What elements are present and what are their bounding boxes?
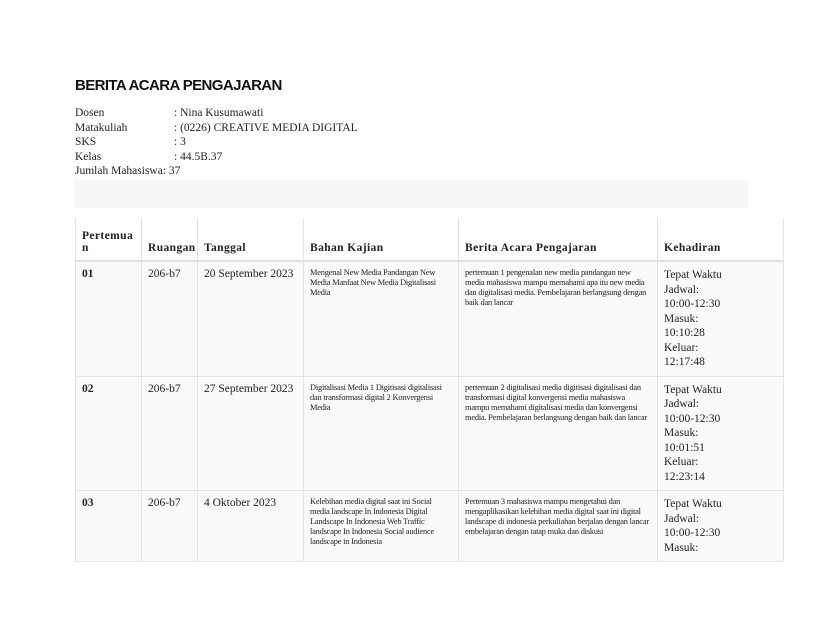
cell-pertemuan: 03 bbox=[76, 491, 142, 562]
cell-bahan-kajian: Kelebihan media digital saat ini Social media landscape In Indonesia Digital Landscape In Indonesia Web Traffic landscape In Indonesia Social audience landscape in Indonesia bbox=[304, 491, 459, 562]
cell-berita-acara: pertemuan 2 digitalisasi media digitisasi digitalisasi dan transformasi digital konvergensi media mahasiswa mampu memahami digitalisasi media dan konvergensi media. Pembelajaran berlangsung dengan baik dan lancar bbox=[459, 376, 658, 491]
table-header-row bbox=[76, 218, 784, 261]
kehadiran-status: Tepat Waktu bbox=[664, 498, 722, 510]
kehadiran-keluar-label: Keluar: bbox=[664, 341, 699, 354]
meta-value: : 3 bbox=[174, 136, 186, 149]
cell-berita-acara: pertemuan 1 pengenalan new media pandangan new media mahasiswa mampu memahami apa itu new media dan digitalisasi media. Pembelajaran berlangsung dengan baik dan lancar bbox=[459, 261, 658, 376]
header-berita-acara: Berita Acara Pengajaran bbox=[459, 218, 658, 261]
kehadiran-jadwal-label: Jadwal: bbox=[664, 398, 700, 410]
table-row bbox=[76, 376, 784, 491]
cell-tanggal: 20 September 2023 bbox=[198, 261, 304, 376]
cell-bahan-kajian: Digitalisasi Media 1 Digitisasi digitalisasi dan transformasi digital 2 Konvergensi Media bbox=[304, 376, 459, 491]
meta-row-dosen bbox=[75, 106, 358, 121]
cell-kehadiran bbox=[658, 491, 784, 562]
kehadiran-status: Tepat Waktu bbox=[664, 383, 722, 396]
header-bahan-kajian: Bahan Kajian bbox=[304, 218, 459, 261]
kehadiran-jadwal: 10:00-12:30 bbox=[664, 412, 721, 425]
kehadiran-masuk: 10:10:28 bbox=[664, 327, 705, 339]
meta-value: : 44.5B.37 bbox=[174, 150, 223, 163]
table-row bbox=[76, 261, 784, 376]
cell-kehadiran bbox=[658, 376, 784, 491]
meta-label: Jumlah Mahasiswa bbox=[75, 165, 163, 178]
kehadiran-jadwal-label: Jadwal: bbox=[664, 512, 700, 525]
kehadiran-masuk: 10:01:51 bbox=[664, 441, 705, 454]
separator-band bbox=[75, 180, 748, 208]
meta-value: : Nina Kusumawati bbox=[174, 107, 264, 119]
meta-value: : 37 bbox=[162, 165, 181, 178]
header-ruangan: Ruangan bbox=[142, 218, 198, 261]
kehadiran-jadwal-label: Jadwal: bbox=[664, 283, 700, 296]
cell-pertemuan: 01 bbox=[76, 261, 142, 376]
meta-row-matakuliah bbox=[75, 121, 358, 136]
cell-tanggal: 27 September 2023 bbox=[198, 376, 304, 491]
header-tanggal: Tanggal bbox=[198, 218, 304, 261]
cell-berita-acara: Pertemuan 3 mahasiswa mampu mengetahui dan mengaplikasikan kelebihan media digital saat ini digital landscape di indonesia perkuliahan berjalan dengan lancar embelajaran dengan tatap muka dan diskusi bbox=[459, 491, 658, 562]
kehadiran-jadwal: 10:00-12:30 bbox=[664, 298, 721, 310]
kehadiran-keluar: 12:23:14 bbox=[664, 470, 705, 483]
meta-row-jumlah-mahasiswa bbox=[75, 164, 358, 179]
cell-ruangan: 206-b7 bbox=[142, 261, 198, 376]
header-kehadiran: Kehadiran bbox=[658, 218, 784, 261]
attendance-table bbox=[75, 218, 784, 562]
kehadiran-keluar-label: Keluar: bbox=[664, 456, 699, 468]
cell-ruangan: 206-b7 bbox=[142, 376, 198, 491]
meta-value: : (0226) CREATIVE MEDIA DIGITAL bbox=[174, 121, 358, 134]
course-info bbox=[75, 106, 358, 179]
meta-row-sks bbox=[75, 135, 358, 150]
meta-row-kelas bbox=[75, 150, 358, 165]
kehadiran-masuk-label: Masuk: bbox=[664, 541, 699, 554]
cell-ruangan: 206-b7 bbox=[142, 491, 198, 562]
meta-label: Matakuliah bbox=[75, 121, 128, 134]
cell-tanggal: 4 Oktober 2023 bbox=[198, 491, 304, 562]
meta-label: Kelas bbox=[75, 150, 102, 163]
page-title: BERITA ACARA PENGAJARAN bbox=[75, 77, 282, 94]
cell-kehadiran bbox=[658, 261, 784, 376]
meta-label: SKS bbox=[75, 136, 97, 149]
cell-bahan-kajian: Mengenal New Media Pandangan New Media Manfaat New Media Digitalisasi Media bbox=[304, 261, 459, 376]
kehadiran-status: Tepat Waktu bbox=[664, 269, 722, 281]
kehadiran-masuk-label: Masuk: bbox=[664, 312, 699, 325]
kehadiran-masuk-label: Masuk: bbox=[664, 427, 699, 439]
table-row bbox=[76, 491, 784, 562]
kehadiran-jadwal: 10:00-12:30 bbox=[664, 527, 721, 539]
meta-label: Dosen bbox=[75, 107, 105, 119]
cell-pertemuan: 02 bbox=[76, 376, 142, 491]
header-pertemuan: Pertemua n bbox=[76, 218, 142, 261]
kehadiran-keluar: 12:17:48 bbox=[664, 356, 705, 368]
